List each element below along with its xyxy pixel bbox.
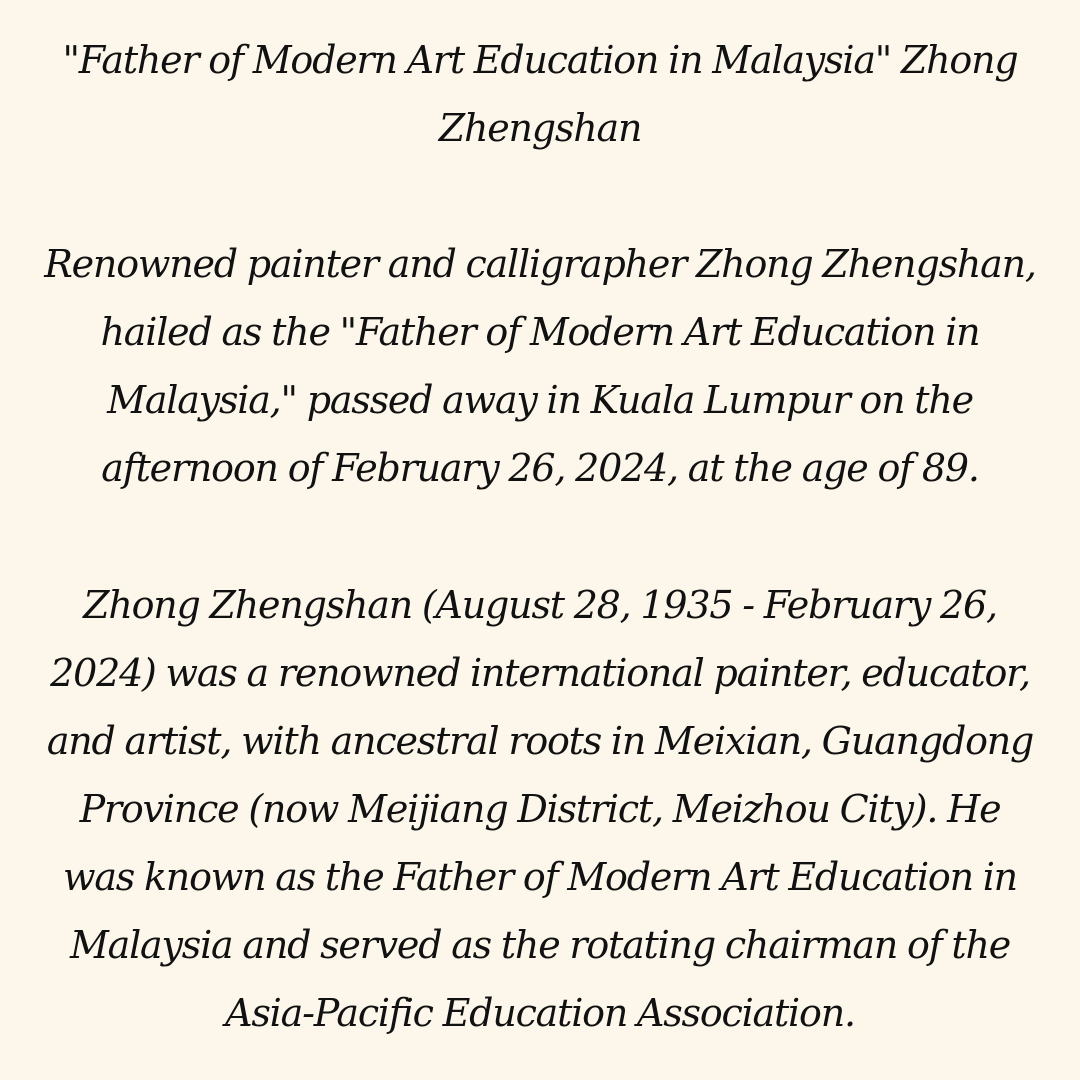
article-title: "Father of Modern Art Education in Malaysia" Zhong Zhengshan	[62, 38, 1018, 150]
intro-paragraph: Renowned painter and calligrapher Zhong Zhengshan, hailed as the "Father of Modern Art Education in Malaysia," passed away in Kuala Lumpur on the afternoon of February 26, 2024, at the age of 89.	[44, 242, 1036, 490]
biography-paragraph: Zhong Zhengshan (August 28, 1935 - February 26, 2024) was a renowned international painter, educator, and artist, with ancestral roots in Meixian, Guangdong Province (now Meijiang District, Meizhou City). He was known as the Father of Modern Art Education in Malaysia and served as the rotating chairman of the Asia-Pacific Education Association.	[46, 583, 1034, 1035]
